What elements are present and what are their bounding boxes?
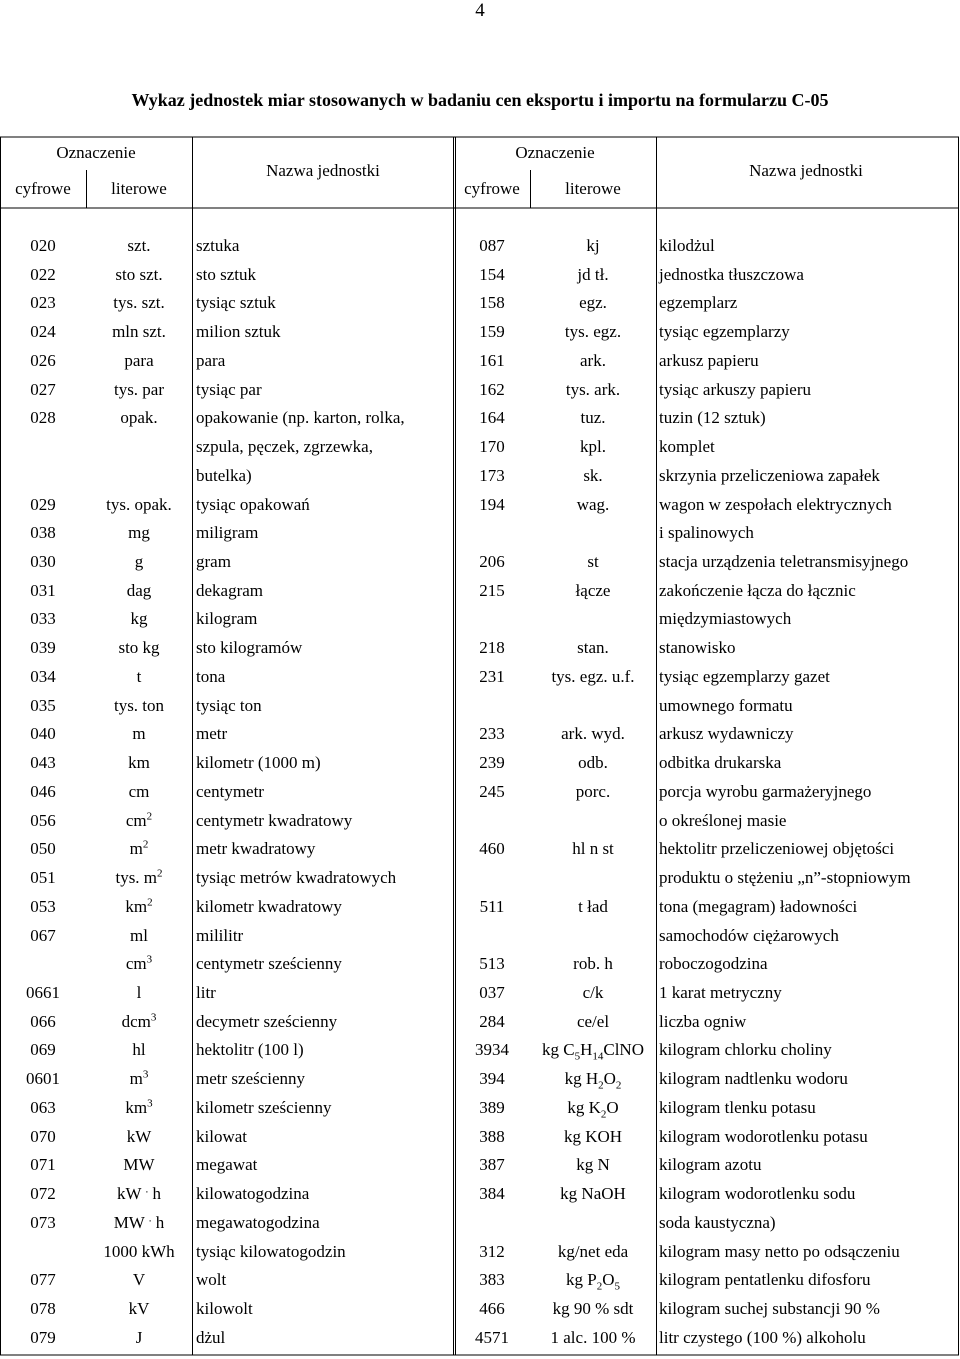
right-abbr-cell: 1 alc. 100 %	[550, 1328, 636, 1347]
right-name-cell: o określonej masie	[659, 811, 787, 830]
left-abbr-cell: sto kg	[118, 638, 160, 657]
header-nazwa-left: Nazwa jednostki	[266, 161, 380, 180]
left-code-cell: 053	[30, 897, 56, 916]
header-nazwa-right: Nazwa jednostki	[749, 161, 863, 180]
right-code-cell: 233	[479, 724, 505, 743]
left-abbr-cell: tys. $m^2$	[115, 867, 163, 887]
right-name-cell: skrzynia przeliczeniowa zapałek	[659, 466, 880, 485]
right-name-cell: stacja urządzenia teletransmisyjnego	[659, 552, 909, 571]
left-abbr-cell: kW	[126, 1127, 152, 1146]
right-abbr-cell: kg $K_2O$	[567, 1098, 619, 1121]
right-name-cell: samochodów ciężarowych	[659, 926, 839, 945]
left-code-cell: 056	[30, 811, 56, 830]
right-name-cell: arkusz wydawniczy	[659, 724, 794, 743]
right-name-cell: kilogram wodorotlenku potasu	[659, 1127, 868, 1146]
right-code-cell: 394	[479, 1069, 505, 1088]
left-code-cell: 051	[30, 868, 56, 887]
left-name-cell: kilometr sześcienny	[196, 1098, 332, 1117]
right-name-cell: tuzin (12 sztuk)	[659, 408, 766, 427]
right-name-cell: kilodżul	[659, 236, 715, 255]
left-name-cell: megawat	[196, 1155, 258, 1174]
right-abbr-cell: kg $H_2O_2$	[564, 1069, 622, 1092]
right-abbr-cell: kg N	[576, 1155, 610, 1174]
left-name-cell: metr kwadratowy	[196, 839, 316, 858]
right-code-cell: 158	[479, 293, 505, 312]
right-abbr-cell: kpl.	[580, 437, 606, 456]
right-code-cell: 466	[479, 1299, 505, 1318]
left-code-cell: 020	[30, 236, 56, 255]
left-abbr-cell: MW . h	[113, 1212, 165, 1232]
left-code-cell: 071	[30, 1155, 56, 1174]
right-code-cell: 161	[479, 351, 505, 370]
right-name-cell: tysiąc egzemplarzy gazet	[659, 667, 830, 686]
right-code-cell: 037	[479, 983, 505, 1002]
right-code-cell: 206	[479, 552, 505, 571]
left-abbr-cell: mln szt.	[112, 322, 166, 341]
right-abbr-cell: tys. egz. u.f.	[551, 667, 635, 686]
left-code-cell: 067	[30, 926, 56, 945]
right-name-cell: kilogram wodorotlenku sodu	[659, 1184, 856, 1203]
left-code-cell: 034	[30, 667, 56, 686]
left-code-cell: 072	[30, 1184, 56, 1203]
right-name-cell: kilogram chlorku choliny	[659, 1040, 832, 1059]
left-name-cell: butelka)	[196, 466, 252, 485]
right-name-cell: jednostka tłuszczowa	[659, 265, 804, 284]
right-abbr-cell: kg NaOH	[560, 1184, 626, 1203]
left-code-cell: 024	[30, 322, 56, 341]
right-name-cell: tysiąc egzemplarzy	[659, 322, 790, 341]
left-abbr-cell: kg	[130, 609, 148, 628]
right-code-cell: 4571	[475, 1328, 509, 1347]
right-abbr-cell: wag.	[576, 495, 610, 514]
left-name-cell: opakowanie (np. karton, rolka,	[196, 408, 405, 427]
header-literowe-left: literowe	[111, 179, 167, 198]
right-code-cell: 087	[479, 236, 505, 255]
right-abbr-cell: ark.	[580, 351, 606, 370]
left-name-cell: megawatogodzina	[196, 1213, 320, 1232]
left-abbr-cell: dag	[126, 581, 152, 600]
right-code-cell: 164	[479, 408, 505, 427]
right-abbr-cell: odb.	[578, 753, 608, 772]
left-name-cell: decymetr sześcienny	[196, 1012, 338, 1031]
header-cyfrowe-right: cyfrowe	[464, 179, 520, 198]
right-code-cell: 239	[479, 753, 505, 772]
right-name-cell: i spalinowych	[659, 523, 754, 542]
left-name-cell: tysiąc ton	[196, 696, 262, 715]
left-abbr-cell: tys. ton	[113, 696, 165, 715]
left-code-cell: 043	[30, 753, 56, 772]
right-code-cell: 460	[479, 839, 505, 858]
left-abbr-cell: $m^2$	[129, 838, 149, 858]
left-code-cell: 078	[30, 1299, 56, 1318]
left-abbr-cell: 1000 kWh	[103, 1242, 175, 1261]
right-abbr-cell: porc.	[575, 782, 611, 801]
right-name-cell: litr czystego (100 %) alkoholu	[659, 1328, 866, 1347]
right-name-cell: kilogram tlenku potasu	[659, 1098, 816, 1117]
right-abbr-cell: tys. ark.	[565, 380, 621, 399]
left-code-cell: 063	[30, 1098, 56, 1117]
left-name-cell: kilometr (1000 m)	[196, 753, 321, 772]
left-name-cell: centymetr sześcienny	[196, 954, 342, 973]
right-code-cell: 388	[479, 1127, 505, 1146]
right-abbr-cell: tys. egz.	[564, 322, 622, 341]
right-code-cell: 218	[479, 638, 505, 657]
right-code-cell: 162	[479, 380, 505, 399]
left-abbr-cell: para	[124, 351, 154, 370]
left-abbr-cell: kV	[128, 1299, 150, 1318]
left-name-cell: dekagram	[196, 581, 264, 600]
right-code-cell: 312	[479, 1242, 505, 1261]
left-abbr-cell: mg	[128, 523, 150, 542]
header-oznaczenie-right: Oznaczenie	[515, 143, 595, 162]
right-name-cell: liczba ogniw	[659, 1012, 747, 1031]
right-name-cell: roboczogodzina	[659, 954, 768, 973]
left-code-cell: 069	[30, 1040, 56, 1059]
left-code-cell: 079	[30, 1328, 56, 1347]
left-name-cell: gram	[196, 552, 231, 571]
left-code-cell: 022	[30, 265, 56, 284]
left-code-cell: 050	[30, 839, 56, 858]
left-code-cell: 030	[30, 552, 56, 571]
left-abbr-cell: dcm$^3$	[121, 1011, 157, 1031]
left-name-cell: sto kilogramów	[196, 638, 303, 657]
left-name-cell: tysiąc metrów kwadratowych	[196, 868, 397, 887]
right-code-cell: 231	[479, 667, 505, 686]
right-code-cell: 387	[479, 1155, 505, 1174]
left-code-cell: 070	[30, 1127, 56, 1146]
left-code-cell: 066	[30, 1012, 56, 1031]
left-code-cell: 040	[30, 724, 56, 743]
right-abbr-cell: st	[587, 552, 599, 571]
left-abbr-cell: $cm^3$	[125, 953, 153, 973]
document-title: Wykaz jednostek miar stosowanych w badaniu cen eksportu i importu na formularzu C-05	[131, 90, 829, 110]
left-abbr-cell: kW . h	[117, 1183, 161, 1203]
left-name-cell: dżul	[196, 1328, 226, 1347]
right-abbr-cell: jd tł.	[577, 265, 609, 284]
right-name-cell: 1 karat metryczny	[659, 983, 782, 1002]
left-name-cell: tona	[196, 667, 226, 686]
right-abbr-cell: c/k	[582, 983, 604, 1002]
right-name-cell: kilogram suchej substancji 90 %	[659, 1299, 880, 1318]
right-code-cell: 154	[479, 265, 505, 284]
left-name-cell: kilowatogodzina	[196, 1184, 310, 1203]
left-code-cell: 046	[30, 782, 56, 801]
right-code-cell: 215	[479, 581, 505, 600]
left-name-cell: kilowolt	[196, 1299, 253, 1318]
header-literowe-right: literowe	[565, 179, 621, 198]
left-name-cell: sztuka	[196, 236, 240, 255]
left-name-cell: sto sztuk	[196, 265, 256, 284]
right-code-cell: 194	[479, 495, 505, 514]
right-name-cell: porcja wyrobu garmażeryjnego	[659, 782, 872, 801]
left-code-cell: 077	[30, 1270, 56, 1289]
left-abbr-cell: t	[136, 667, 142, 686]
right-abbr-cell: egz.	[579, 293, 607, 312]
left-name-cell: metr sześcienny	[196, 1069, 306, 1088]
right-name-cell: kilogram azotu	[659, 1155, 762, 1174]
left-name-cell: centymetr kwadratowy	[196, 811, 353, 830]
left-code-cell: 039	[30, 638, 56, 657]
left-name-cell: milion sztuk	[196, 322, 281, 341]
left-name-cell: litr	[196, 983, 216, 1002]
right-name-cell: soda kaustyczna)	[659, 1213, 776, 1232]
header-oznaczenie-left: Oznaczenie	[56, 143, 136, 162]
left-code-cell: 0601	[26, 1069, 60, 1088]
right-code-cell: 3934	[475, 1040, 509, 1059]
right-code-cell: 384	[479, 1184, 505, 1203]
left-code-cell: 028	[30, 408, 56, 427]
left-code-cell: 035	[30, 696, 56, 715]
right-name-cell: kilogram masy netto po odsączeniu	[659, 1242, 900, 1261]
left-code-cell: 073	[30, 1213, 56, 1232]
right-name-cell: stanowisko	[659, 638, 736, 657]
left-abbr-cell: V	[132, 1270, 146, 1289]
header-cyfrowe-left: cyfrowe	[15, 179, 71, 198]
left-abbr-cell: ml	[130, 926, 148, 945]
right-name-cell: tysiąc arkuszy papieru	[659, 380, 811, 399]
right-abbr-cell: t ład	[578, 897, 608, 916]
right-name-cell: wagon w zespołach elektrycznych	[659, 495, 892, 514]
right-name-cell: odbitka drukarska	[659, 753, 782, 772]
left-abbr-cell: cm	[128, 782, 150, 801]
left-abbr-cell: MW	[123, 1155, 155, 1174]
left-name-cell: metr	[196, 724, 228, 743]
left-code-cell: 027	[30, 380, 56, 399]
right-code-cell: 513	[479, 954, 505, 973]
right-abbr-cell: kg/net eda	[557, 1242, 629, 1261]
right-abbr-cell: ce/el	[576, 1012, 610, 1031]
left-abbr-cell: $cm^2$	[125, 810, 153, 830]
left-abbr-cell: J	[135, 1328, 143, 1347]
left-code-cell: 023	[30, 293, 56, 312]
right-name-cell: egzemplarz	[659, 293, 738, 312]
left-code-cell: 031	[30, 581, 56, 600]
left-code-cell: 033	[30, 609, 56, 628]
left-code-cell: 029	[30, 495, 56, 514]
right-name-cell: międzymiastowych	[659, 609, 792, 628]
left-name-cell: kilometr kwadratowy	[196, 897, 342, 916]
right-name-cell: hektolitr przeliczeniowej objętości	[659, 839, 895, 858]
left-abbr-cell: $km^2$	[125, 896, 153, 916]
right-abbr-cell: kg 90 % sdt	[552, 1299, 634, 1318]
left-code-cell: 0661	[26, 983, 60, 1002]
left-name-cell: para	[196, 351, 226, 370]
left-name-cell: mililitr	[196, 926, 244, 945]
left-name-cell: szpula, pęczek, zgrzewka,	[196, 437, 373, 456]
right-abbr-cell: kg KOH	[563, 1127, 623, 1146]
left-name-cell: hektolitr (100 l)	[196, 1040, 304, 1059]
right-abbr-cell: rob. h	[573, 954, 613, 973]
right-code-cell: 511	[479, 897, 505, 916]
left-abbr-cell: szt.	[127, 236, 151, 255]
right-name-cell: umownego formatu	[659, 696, 793, 715]
right-name-cell: arkusz papieru	[659, 351, 759, 370]
left-abbr-cell: tys. opak.	[106, 495, 172, 514]
left-name-cell: centymetr	[196, 782, 264, 801]
right-name-cell: komplet	[659, 437, 715, 456]
right-code-cell: 173	[479, 466, 505, 485]
right-name-cell: tona (megagram) ładowności	[659, 897, 858, 916]
right-code-cell: 245	[479, 782, 505, 801]
left-abbr-cell: m	[132, 724, 146, 743]
left-abbr-cell: $m^3$	[129, 1068, 149, 1088]
left-code-cell: 026	[30, 351, 56, 370]
left-name-cell: tysiąc sztuk	[196, 293, 276, 312]
right-abbr-cell: łącze	[575, 581, 611, 600]
left-name-cell: miligram	[196, 523, 259, 542]
right-code-cell: 383	[479, 1270, 505, 1289]
left-name-cell: tysiąc opakowań	[196, 495, 310, 514]
left-code-cell: 038	[30, 523, 56, 542]
right-name-cell: produktu o stężeniu „n”-stopniowym	[659, 868, 911, 887]
left-abbr-cell: km	[128, 753, 150, 772]
left-abbr-cell: l	[136, 983, 142, 1002]
right-code-cell: 284	[479, 1012, 505, 1031]
right-abbr-cell: ark. wyd.	[561, 724, 625, 743]
left-abbr-cell: g	[134, 552, 144, 571]
page-number: 4	[475, 0, 485, 21]
left-abbr-cell: opak.	[120, 408, 158, 427]
right-code-cell: 170	[479, 437, 505, 456]
right-abbr-cell: tuz.	[580, 408, 606, 427]
right-abbr-cell: sk.	[583, 466, 603, 485]
left-abbr-cell: tys. szt.	[113, 293, 165, 312]
left-abbr-cell: $km^3$	[125, 1097, 153, 1117]
right-code-cell: 159	[479, 322, 505, 341]
left-name-cell: tysiąc kilowatogodzin	[196, 1242, 346, 1261]
right-abbr-cell: kg $P_2O_5$	[566, 1270, 620, 1293]
left-abbr-cell: tys. par	[113, 380, 165, 399]
right-abbr-cell: kg $C_5H_{14}ClNO$	[542, 1040, 644, 1063]
right-name-cell: kilogram nadtlenku wodoru	[659, 1069, 848, 1088]
left-name-cell: kilogram	[196, 609, 258, 628]
right-name-cell: kilogram pentatlenku difosforu	[659, 1270, 871, 1289]
right-name-cell: zakończenie łącza do łącznic	[659, 581, 856, 600]
left-name-cell: tysiąc par	[196, 380, 262, 399]
left-name-cell: kilowat	[196, 1127, 247, 1146]
right-abbr-cell: hl n st	[572, 839, 614, 858]
left-abbr-cell: sto szt.	[115, 265, 163, 284]
right-abbr-cell: kj	[586, 236, 600, 255]
left-name-cell: wolt	[196, 1270, 227, 1289]
right-abbr-cell: stan.	[577, 638, 609, 657]
right-code-cell: 389	[479, 1098, 505, 1117]
left-abbr-cell: hl	[132, 1040, 146, 1059]
